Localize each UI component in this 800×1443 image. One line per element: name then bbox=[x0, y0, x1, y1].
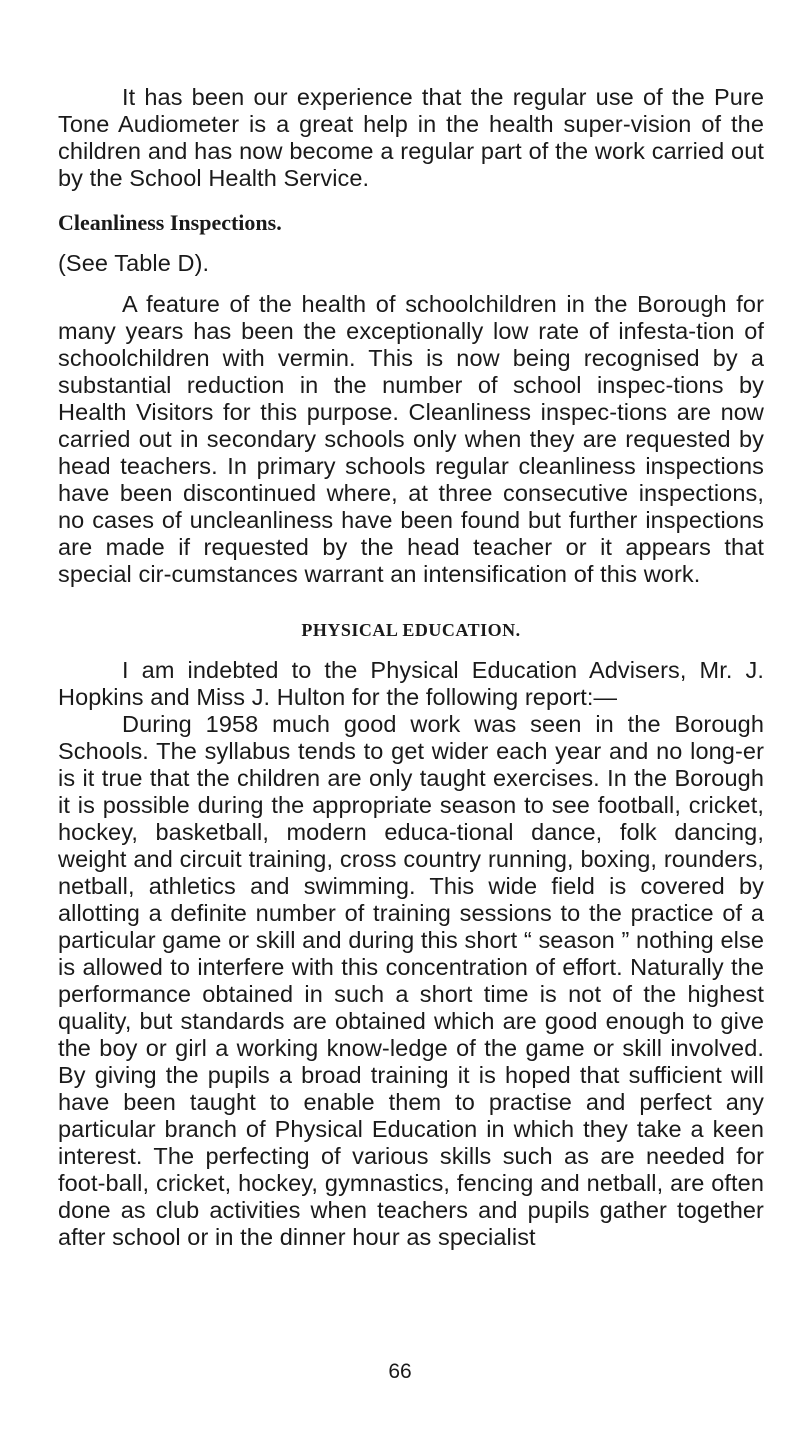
page-number: 66 bbox=[388, 1360, 412, 1383]
section-heading-physical-education: PHYSICAL EDUCATION. bbox=[301, 620, 521, 640]
paragraph-cleanliness: A feature of the health of schoolchildren in the Borough for many years has been the exceptionally low rate of infesta-tion of schoolchildren with vermin. This is now being recognised by a substantial reduction in the number of school inspec-tions by Health Visitors for this purpose. Cleanliness inspec-tions are now carried out in secondary schools only when they are requested by head teachers. In primary schools regular cleanliness inspections have been discontinued where, at three consecutive inspections, no cases of uncleanliness have been found but further inspections are made if requested by the head teacher or it appears that special cir-cumstances warrant an intensification of this work. bbox=[58, 291, 764, 587]
see-table-reference: (See Table D). bbox=[58, 250, 210, 276]
paragraph-report: During 1958 much good work was seen in the Borough Schools. The syllabus tends to get wider each year and no long-er is it true that the children are only taught exercises. In the Borough it is possible during the appropriate season to see football, cricket, hockey, basketball, modern educa-tional dance, folk dancing, weight and circuit training, cross country running, boxing, rounders, netball, athletics and swimming. This wide field is covered by allotting a definite number of training sessions to the practice of a particular game or skill and during this short “ season ” nothing else is allowed to interfere with this concentration of effort. Naturally the performance obtained in such a short time is not of the highest quality, but standards are obtained which are good enough to give the boy or girl a working know-ledge of the game or skill involved. By giving the pupils a broad training it is hoped that sufficient will have been taught to enable them to practise and perfect any particular branch of Physical Education in which they take a keen interest. The perfecting of various skills such as are needed for foot-ball, cricket, hockey, gymnastics, fencing and netball, are often done as club activities when teachers and pupils gather together after school or in the dinner hour as specialist bbox=[58, 711, 764, 1250]
document-page bbox=[58, 84, 764, 1251]
paragraph-audiometer: It has been our experience that the regular use of the Pure Tone Audiometer is a great help in the health super-vision of the children and has now become a regular part of the work carried out by the School Health Service. bbox=[58, 84, 764, 191]
paragraph-advisers: I am indebted to the Physical Education Advisers, Mr. J. Hopkins and Miss J. Hulton for the following report:— bbox=[58, 657, 764, 710]
section-heading-cleanliness: Cleanliness Inspections. bbox=[58, 210, 282, 235]
